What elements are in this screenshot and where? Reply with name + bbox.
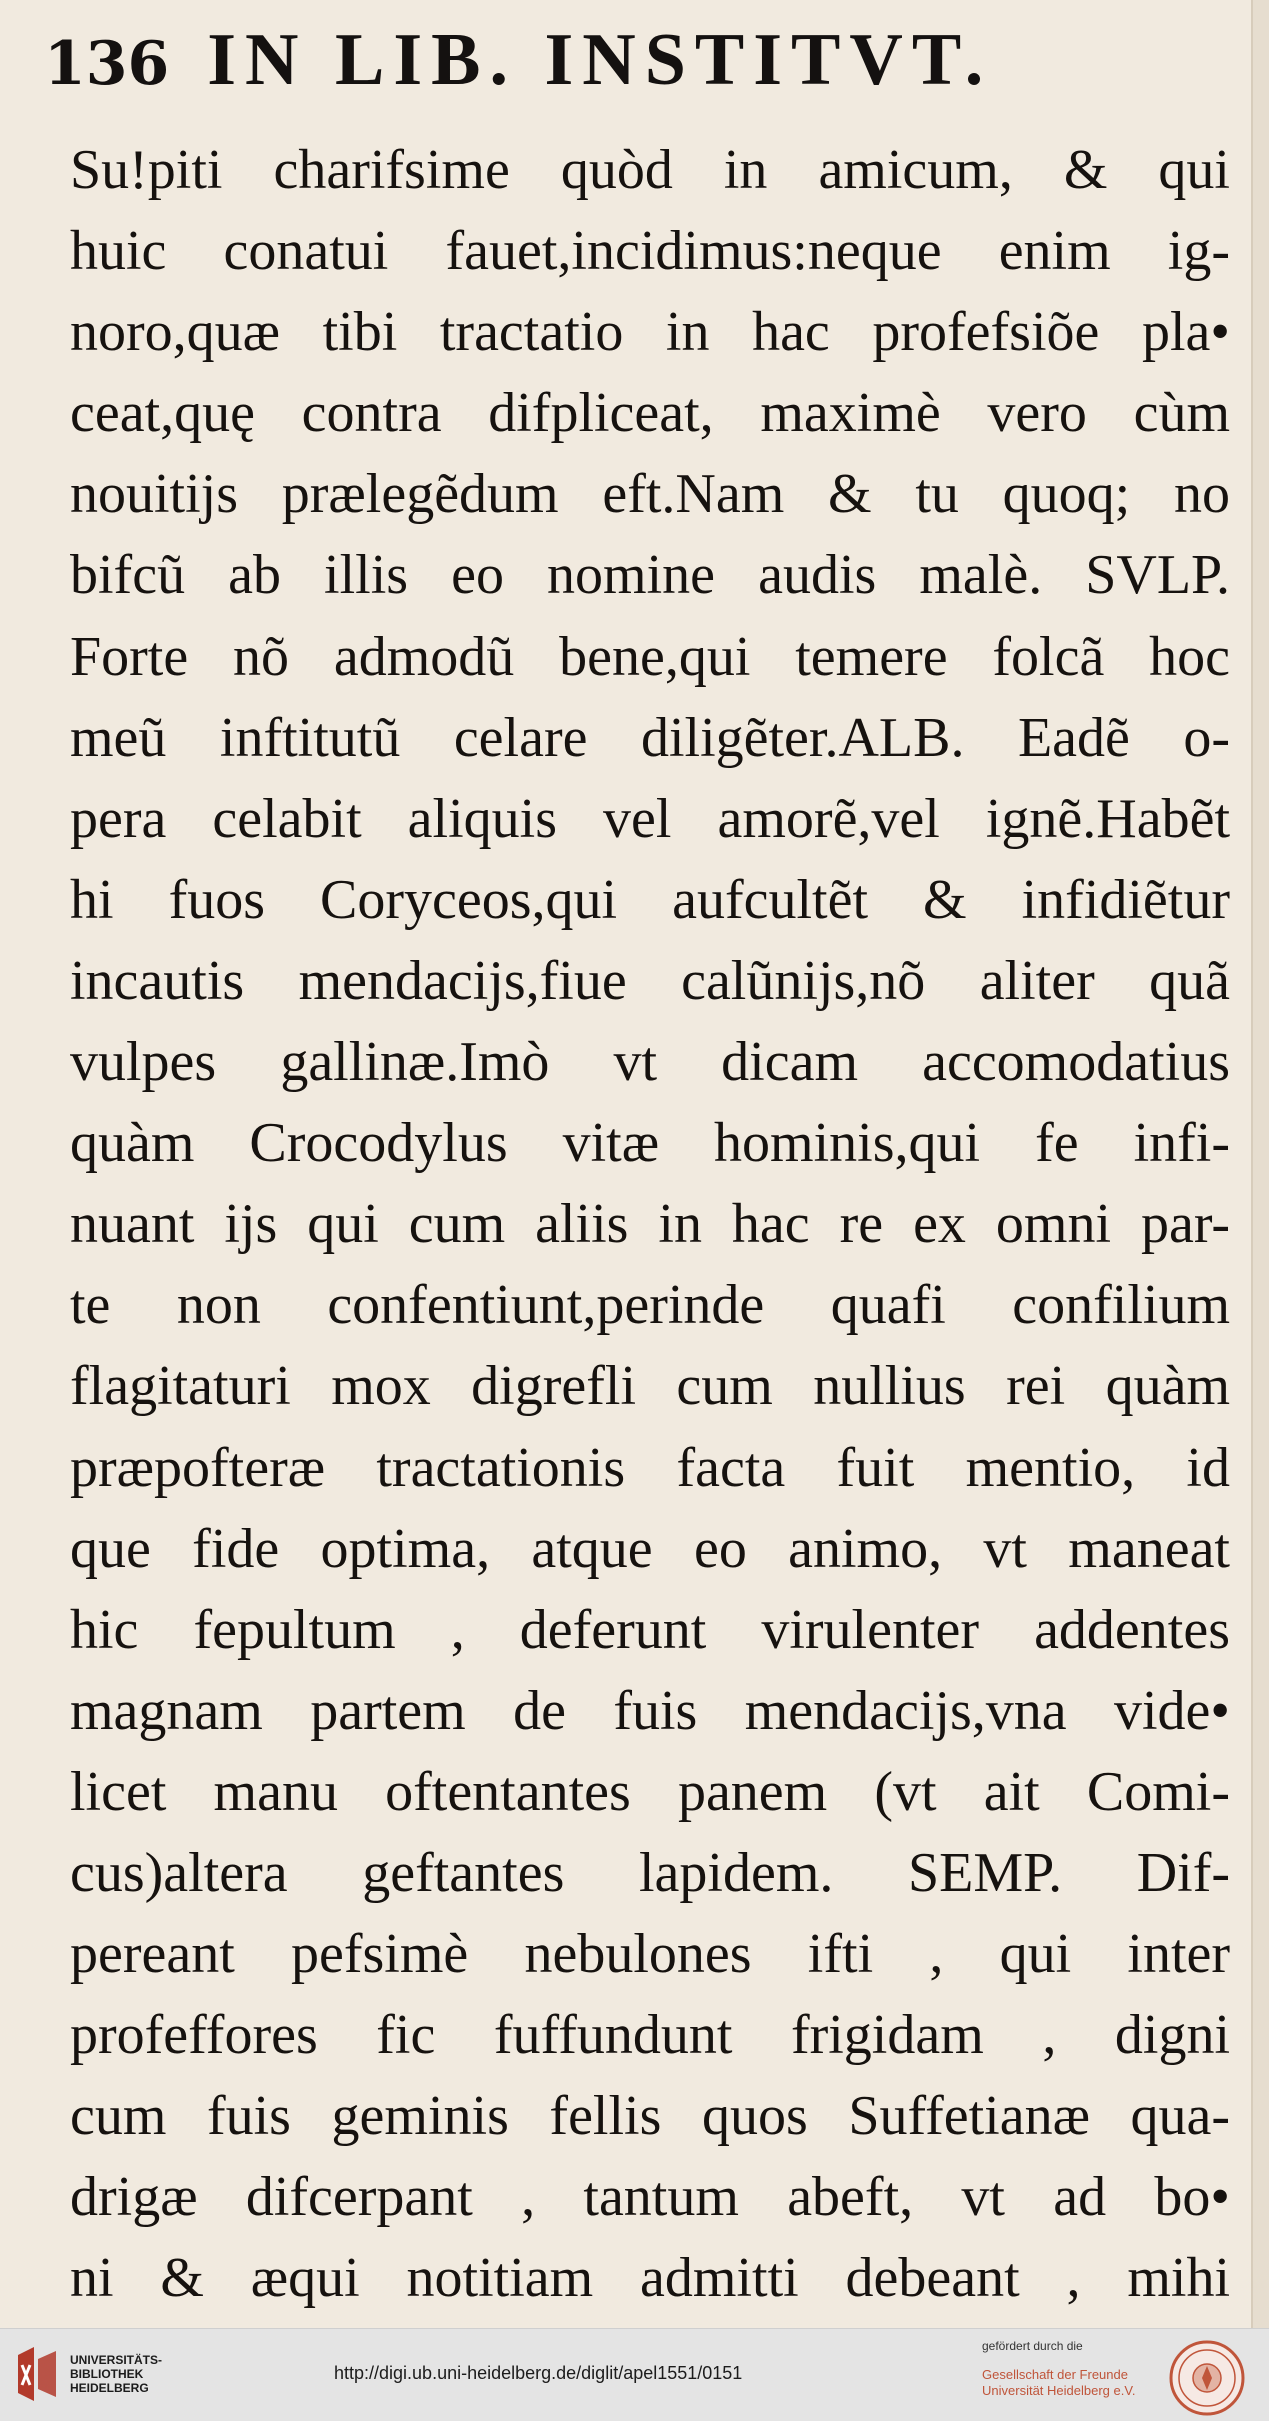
text-line: flagitaturi mox digrefli cum nullius rei quàm bbox=[70, 1355, 1230, 1418]
page-gutter bbox=[1251, 0, 1269, 2328]
text-line: huic conatui fauet,incidimus:neque enim ig- bbox=[70, 220, 1230, 283]
text-line: incautis mendacijs,fiue calũnijs,nõ aliter quã bbox=[70, 949, 1230, 1012]
running-head: IN LIB. INSTITVT. bbox=[207, 19, 993, 101]
text-line: quàm Crocodylus vitæ hominis,qui fe infi- bbox=[70, 1112, 1230, 1175]
text-line bbox=[70, 2320, 1230, 2328]
library-name-line: HEIDELBERG bbox=[70, 2381, 149, 2395]
text-line: pereant pefsimè nebulones ifti , qui inter bbox=[70, 1923, 1230, 1986]
text-line: cum fuis geminis fellis quos Suffetianæ qua- bbox=[70, 2085, 1230, 2148]
text-line: cus)altera geftantes lapidem. SEMP. Dif- bbox=[70, 1841, 1230, 1904]
text-line: Su!piti charifsime quòd in amicum, & qui bbox=[70, 139, 1230, 201]
text-line: vulpes gallinæ.Imò vt dicam accomodatius bbox=[70, 1031, 1230, 1094]
library-name-line: BIBLIOTHEK bbox=[70, 2367, 144, 2381]
funder-name-line: Gesellschaft der Freunde bbox=[982, 2367, 1128, 2382]
funder-name-line: Universität Heidelberg e.V. bbox=[982, 2383, 1136, 2398]
text-line: nuant ijs qui cum aliis in hac re ex omni par- bbox=[70, 1193, 1230, 1256]
text-line: noro,quæ tibi tractatio in hac profefsiõe pla• bbox=[70, 301, 1230, 364]
library-name-line: UNIVERSITÄTS- bbox=[70, 2353, 163, 2367]
ub-heidelberg-logo-icon[interactable] bbox=[14, 2345, 60, 2403]
library-name bbox=[70, 2353, 162, 2395]
university-seal-icon[interactable] bbox=[1168, 2339, 1246, 2417]
body-text bbox=[70, 130, 1230, 2328]
funder-name[interactable] bbox=[982, 2367, 1135, 2399]
text-line: hic fepultum , deferunt virulenter addentes bbox=[70, 1598, 1230, 1661]
text-line: te non confentiunt,perinde quafi confilium bbox=[70, 1274, 1230, 1337]
digitization-footer bbox=[0, 2328, 1269, 2421]
text-line: meũ inftitutũ celare diligẽter.ALB. Eadẽ o- bbox=[70, 706, 1230, 769]
text-line: ceat,quę contra difpliceat, maximè vero cùm bbox=[70, 382, 1230, 445]
text-line: Forte nõ admodũ bene,qui temere folcã hoc bbox=[70, 625, 1230, 688]
text-line: drigæ difcerpant , tantum abeft, vt ad bo• bbox=[70, 2166, 1230, 2229]
text-line: licet manu oftentantes panem (vt ait Comi- bbox=[70, 1760, 1230, 1823]
page-header bbox=[44, 18, 992, 103]
funding-caption: gefördert durch die bbox=[982, 2339, 1083, 2353]
text-line: magnam partem de fuis mendacijs,vna vide• bbox=[70, 1679, 1230, 1742]
text-line: ni & æqui notitiam admitti debeant , mihi bbox=[70, 2247, 1230, 2310]
text-line: profeffores fic fuffundunt frigidam , digni bbox=[70, 2004, 1230, 2067]
text-line: nouitijs prælegẽdum eft.Nam & tu quoq; no bbox=[70, 463, 1230, 526]
text-line: que fide optima, atque eo animo, vt maneat bbox=[70, 1517, 1230, 1580]
page-number: 136 bbox=[44, 29, 170, 99]
text-line: præpofteræ tractationis facta fuit mentio, id bbox=[70, 1436, 1230, 1499]
permalink-url[interactable]: http://digi.ub.uni-heidelberg.de/diglit/apel1551/0151 bbox=[334, 2363, 743, 2383]
text-line: pera celabit aliquis vel amorẽ,vel ignẽ.Habẽt bbox=[70, 787, 1230, 850]
text-line: hi fuos Coryceos,qui aufcultẽt & infidiẽtur bbox=[70, 868, 1230, 931]
text-line: bifcũ ab illis eo nomine audis malè. SVLP. bbox=[70, 544, 1230, 607]
